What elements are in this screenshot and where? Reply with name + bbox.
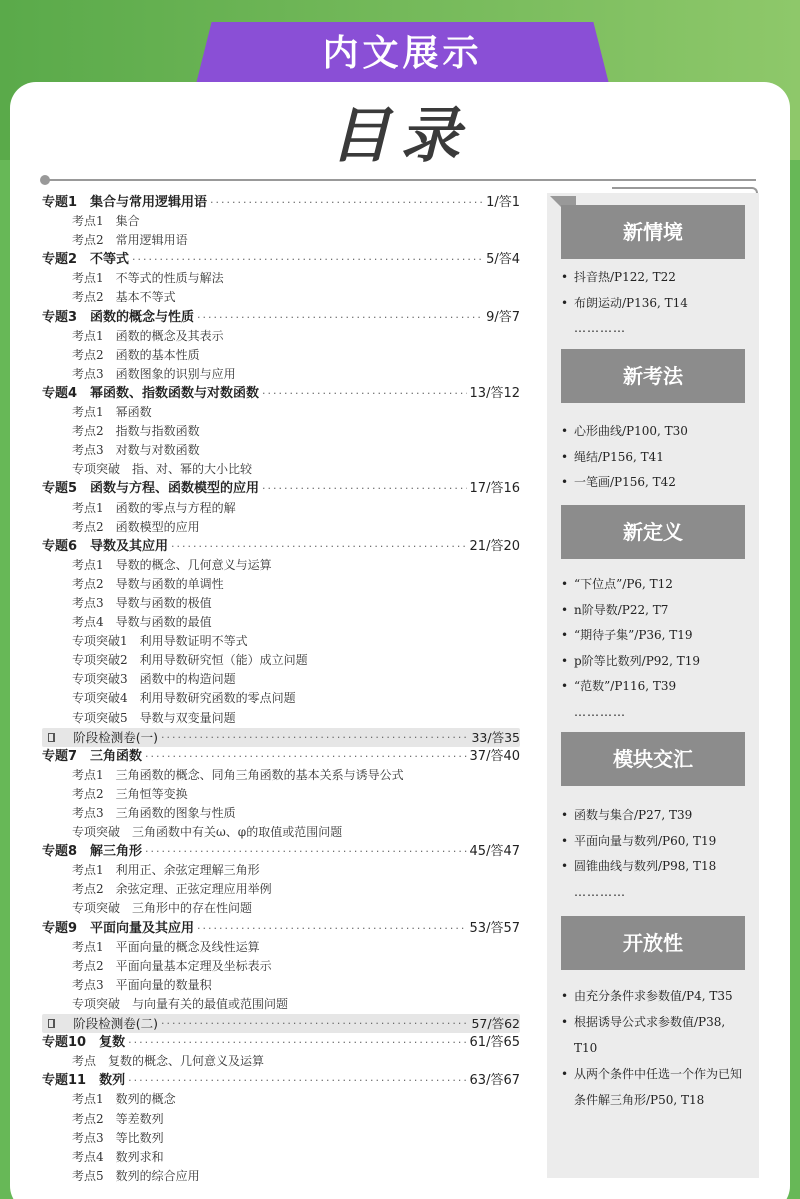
toc-label: 专项突破3 函数中的构造问题: [72, 672, 236, 687]
toc-label: 考点2 指数与指数函数: [72, 424, 200, 439]
toc-subitem[interactable]: [42, 689, 520, 708]
toc-subitem[interactable]: [42, 785, 520, 804]
sidebar-list-item[interactable]: • “期待子集”/P36, T19: [561, 623, 751, 649]
toc-page: 37/答40: [469, 748, 520, 764]
toc-subitem[interactable]: [42, 575, 520, 594]
sidebar-list-item[interactable]: • 由充分条件求参数值/P4, T35: [561, 983, 751, 1009]
toc-label: 专项突破 与向量有关的最值或范围问题: [72, 996, 289, 1011]
toc-subitem[interactable]: [42, 1090, 520, 1109]
toc-page: 57/答62: [471, 1016, 520, 1032]
toc-label: 考点2 基本不等式: [72, 290, 176, 305]
toc-subitem[interactable]: [42, 231, 520, 250]
toc-label: 考点2 等差数列: [72, 1111, 164, 1126]
toc-label: 考点2 余弦定理、正弦定理应用举例: [72, 882, 272, 897]
sidebar-list-item[interactable]: • 心形曲线/P100, T30: [561, 419, 751, 445]
toc-stage-test[interactable]: [42, 728, 520, 747]
sidebar-section-header: 模块交汇: [561, 732, 745, 786]
toc-label: 考点1 导数的概念、几何意义与运算: [72, 557, 272, 572]
leader-dots: [262, 384, 466, 403]
leader-dots: [132, 250, 483, 269]
toc-topic[interactable]: [42, 919, 520, 938]
toc-label: 阶段检测卷(一): [73, 729, 159, 745]
sidebar-list: [561, 419, 751, 496]
toc-label: 考点5 数列的综合应用: [72, 1168, 200, 1183]
leader-dots: [197, 308, 483, 327]
toc-label: 阶段检测卷(二): [73, 1016, 159, 1032]
leader-dots: [145, 842, 466, 861]
sidebar-list: [561, 803, 751, 905]
toc-subitem[interactable]: [42, 441, 520, 460]
ellipsis: …………: [574, 321, 626, 335]
sidebar-section-header: 开放性: [561, 916, 745, 970]
leader-dots: [128, 1071, 466, 1090]
book-icon: [48, 733, 55, 742]
toc-label: 专题4 幂函数、指数函数与对数函数: [42, 385, 260, 401]
toc-subitem[interactable]: [42, 1110, 520, 1129]
sidebar-list-item[interactable]: • 圆锥曲线与数列/P98, T18: [561, 854, 751, 880]
toc-page: 1/答1: [486, 195, 520, 210]
toc-label: 专项突破 三角函数中有关ω、φ的取值或范围问题: [72, 825, 343, 840]
ellipsis: …………: [574, 884, 626, 899]
toc-subitem[interactable]: [42, 346, 520, 365]
toc-subitem[interactable]: [42, 632, 520, 651]
toc-label: 专项突破 三角形中的存在性问题: [72, 901, 253, 916]
sidebar-section-header: 新考法: [561, 349, 745, 403]
toc-label: 考点1 幂函数: [72, 405, 152, 420]
toc-subitem[interactable]: [42, 670, 520, 689]
toc-topic[interactable]: [42, 842, 520, 861]
toc-label: 考点3 导数与函数的极值: [72, 595, 212, 610]
toc-subitem[interactable]: [42, 499, 520, 518]
toc-topic[interactable]: [42, 193, 520, 212]
toc-label: 考点 复数的概念、几何意义及运算: [72, 1054, 265, 1069]
leader-dots: [197, 919, 466, 938]
toc-label: 专项突破1 利用导数证明不等式: [72, 634, 248, 649]
toc-label: 考点1 平面向量的概念及线性运算: [72, 939, 260, 954]
toc-subitem[interactable]: [42, 976, 520, 995]
toc-label: 专项突破5 导数与双变量问题: [72, 710, 236, 725]
toc-subitem[interactable]: [42, 460, 520, 479]
toc-topic[interactable]: [42, 250, 520, 269]
toc-subitem[interactable]: [42, 861, 520, 880]
toc-label: 专题1 集合与常用逻辑用语: [42, 195, 208, 210]
toc-page: 21/答20: [469, 538, 520, 554]
toc-subitem[interactable]: [42, 651, 520, 670]
toc-label: 专项突破2 利用导数研究恒（能）成立问题: [72, 653, 308, 668]
toc-label: 专题10 复数: [42, 1035, 126, 1051]
toc-label: 专题6 导数及其应用: [42, 538, 169, 554]
toc-label: 专项突破4 利用导数研究函数的零点问题: [72, 691, 296, 706]
sidebar-list: [561, 983, 751, 1113]
sidebar-list: [561, 265, 751, 342]
sidebar-list-item[interactable]: • n阶导数/P22, T7: [561, 598, 751, 624]
toc-label: 专题8 解三角形: [42, 844, 143, 860]
toc-label: 专项突破 指、对、幂的大小比较: [72, 462, 253, 477]
toc-subitem[interactable]: [42, 327, 520, 346]
sidebar-list-item[interactable]: • 绳结/P156, T41: [561, 445, 751, 471]
toc-label: 专题3 函数的概念与性质: [42, 309, 195, 325]
toc-subitem[interactable]: [42, 880, 520, 899]
toc-label: 考点2 导数与函数的单调性: [72, 576, 224, 591]
toc-subitem[interactable]: [42, 556, 520, 575]
toc-label: 考点1 函数的零点与方程的解: [72, 500, 236, 515]
toc-subitem[interactable]: [42, 1052, 520, 1071]
sidebar-list-item[interactable]: • 从两个条件中任选一个作为已知条件解三角形/P50, T18: [561, 1061, 751, 1113]
leader-dots: [171, 537, 466, 556]
toc-label: 考点2 函数的基本性质: [72, 347, 200, 362]
toc-page: 9/答7: [486, 309, 520, 325]
table-of-contents: [42, 193, 520, 1186]
leader-dots: [128, 1033, 466, 1052]
sidebar-list-item[interactable]: • 抖音热/P122, T22: [561, 265, 751, 291]
toc-label: 考点3 等比数列: [72, 1130, 164, 1145]
toc-subitem[interactable]: [42, 804, 520, 823]
toc-topic[interactable]: [42, 308, 520, 327]
toc-page: 53/答57: [469, 920, 520, 936]
toc-label: 考点3 函数图象的识别与应用: [72, 366, 236, 381]
banner-title: 内文展示: [322, 33, 483, 74]
toc-label: 专题5 函数与方程、函数模型的应用: [42, 481, 260, 497]
toc-subitem[interactable]: [42, 1167, 520, 1186]
leader-dots: [145, 747, 466, 766]
leader-dots: [161, 1014, 468, 1033]
page-title: 目录: [330, 101, 470, 171]
toc-label: 考点2 三角恒等变换: [72, 786, 188, 801]
toc-subitem[interactable]: [42, 995, 520, 1014]
toc-subitem[interactable]: [42, 709, 520, 728]
toc-subitem[interactable]: [42, 212, 520, 231]
toc-subitem[interactable]: [42, 938, 520, 957]
toc-subitem[interactable]: [42, 594, 520, 613]
toc-label: 考点1 不等式的性质与解法: [72, 271, 224, 286]
toc-page: 63/答67: [469, 1073, 520, 1089]
leader-dots: [161, 728, 468, 747]
toc-label: 考点3 平面向量的数量积: [72, 977, 212, 992]
toc-label: 考点1 集合: [72, 214, 140, 229]
toc-topic[interactable]: [42, 384, 520, 403]
toc-subitem[interactable]: [42, 1148, 520, 1167]
leader-dots: [262, 479, 466, 498]
sidebar-list-item[interactable]: • p阶等比数列/P92, T19: [561, 649, 751, 675]
sidebar-section-header: 新定义: [561, 505, 745, 559]
toc-topic[interactable]: [42, 747, 520, 766]
toc-subitem[interactable]: [42, 1129, 520, 1148]
toc-label: 考点1 三角函数的概念、同角三角函数的基本关系与诱导公式: [72, 767, 404, 782]
toc-topic[interactable]: [42, 1071, 520, 1090]
toc-label: 专题7 三角函数: [42, 748, 143, 764]
toc-label: 考点4 数列求和: [72, 1149, 164, 1164]
toc-label: 考点1 函数的概念及其表示: [72, 328, 224, 343]
toc-page: 61/答65: [469, 1035, 520, 1051]
toc-subitem[interactable]: [42, 957, 520, 976]
sidebar-list: [561, 572, 751, 725]
toc-subitem[interactable]: [42, 613, 520, 632]
toc-page: 33/答35: [471, 729, 520, 745]
toc-topic[interactable]: [42, 479, 520, 498]
toc-subitem[interactable]: [42, 899, 520, 918]
toc-topic[interactable]: [42, 537, 520, 556]
toc-stage-test[interactable]: [42, 1014, 520, 1033]
toc-topic[interactable]: [42, 1033, 520, 1052]
toc-label: 考点2 函数模型的应用: [72, 519, 200, 534]
sidebar-list-item[interactable]: • “下位点”/P6, T12: [561, 572, 751, 598]
ellipsis: …………: [574, 704, 626, 719]
toc-label: 考点3 三角函数的图象与性质: [72, 806, 236, 820]
sidebar-list-item[interactable]: • 布朗运动/P136, T14: [561, 291, 751, 317]
toc-label: 考点2 平面向量基本定理及坐标表示: [72, 958, 272, 973]
toc-subitem[interactable]: [42, 766, 520, 785]
divider-rule: [44, 179, 756, 181]
toc-label: 专题2 不等式: [42, 252, 130, 268]
toc-label: 考点2 常用逻辑用语: [72, 233, 188, 248]
toc-subitem[interactable]: [42, 403, 520, 422]
toc-subitem[interactable]: [42, 269, 520, 288]
toc-label: 考点1 数列的概念: [72, 1092, 176, 1107]
toc-subitem[interactable]: [42, 288, 520, 307]
toc-subitem[interactable]: [42, 365, 520, 384]
toc-label: 专题9 平面向量及其应用: [42, 920, 195, 936]
sidebar-list-item[interactable]: • “范数”/P116, T39: [561, 674, 751, 700]
toc-subitem[interactable]: [42, 518, 520, 537]
toc-page: 5/答4: [486, 252, 520, 268]
toc-page: 13/答12: [469, 385, 520, 401]
sidebar-list-item[interactable]: • 平面向量与数列/P60, T19: [561, 829, 751, 855]
toc-subitem[interactable]: [42, 422, 520, 441]
toc-label: 考点3 对数与对数函数: [72, 443, 200, 458]
book-icon: [48, 1019, 55, 1028]
toc-page: 17/答16: [469, 481, 520, 497]
toc-label: 考点1 利用正、余弦定理解三角形: [72, 863, 260, 878]
sidebar-section-header: 新情境: [561, 205, 745, 259]
toc-label: 专题11 数列: [42, 1073, 126, 1089]
sidebar-list-item[interactable]: • 一笔画/P156, T42: [561, 470, 751, 496]
toc-page: 45/答47: [469, 844, 520, 860]
leader-dots: [210, 193, 483, 212]
sidebar-list-item[interactable]: • 函数与集合/P27, T39: [561, 803, 751, 829]
sidebar-list-item[interactable]: • 根据诱导公式求参数值/P38, T10: [561, 1009, 751, 1061]
toc-subitem[interactable]: [42, 823, 520, 842]
toc-label: 考点4 导数与函数的最值: [72, 615, 212, 630]
